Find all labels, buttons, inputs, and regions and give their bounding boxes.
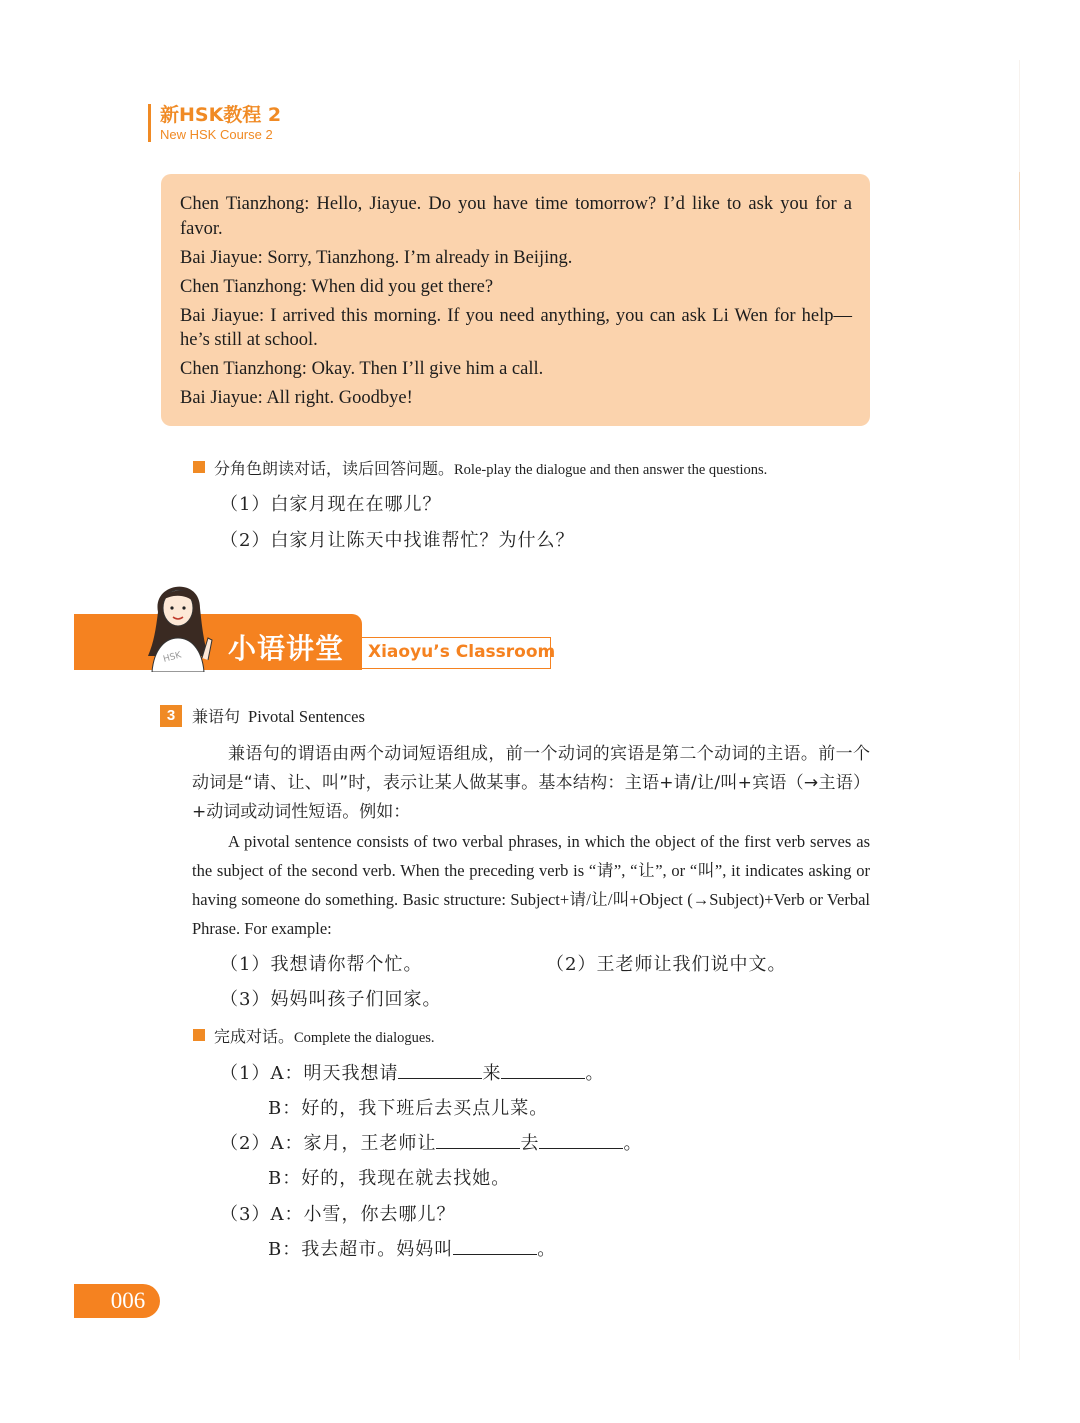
question-2: （2）白家月让陈天中找谁帮忙？为什么？	[220, 530, 575, 551]
dialogue-line: Bai Jiayue: I arrived this morning. If you need anything, you can ask Li Wen for help—he’s still at school.	[180, 305, 852, 350]
xiaoyu-avatar-icon	[138, 572, 218, 672]
dialogue-line: Chen Tianzhong: Okay. Then I’ll give him a call.	[180, 359, 544, 379]
task-complete-cn: 完成对话。	[214, 1027, 295, 1046]
exercise-text: 。	[623, 1133, 643, 1154]
task-complete-dialogues	[214, 1024, 435, 1047]
fill-in-blank[interactable]	[453, 1236, 537, 1255]
svg-text:HSK: HSK	[162, 650, 183, 665]
classroom-title-en: Xiaoyu’s Classroom	[368, 642, 556, 662]
exercise-text: 去	[520, 1133, 540, 1154]
exercise-3-a: （3）A：小雪，你去哪儿？	[220, 1204, 456, 1225]
dialogue-line: Chen Tianzhong: When did you get there?	[180, 276, 494, 297]
page-edge-line	[1019, 60, 1020, 1360]
book-title-en: New HSK Course 2	[160, 127, 273, 142]
example-sentence: （3）妈妈叫孩子们回家。	[220, 989, 442, 1010]
page-edge-accent	[1019, 172, 1020, 230]
grammar-explanation-en: A pivotal sentence consists of two verbal phrases, in which the object of the first verb serves as the subject of the second verb. When the preceding verb is “请”, “让”, or “叫”, it indicates asking or having someone do something. Basic structure: Subject+请/让/叫+Object (→Subject)+Verb or Verbal Phrase. For example:	[192, 832, 870, 938]
example-sentence: （2）王老师让我们说中文。	[546, 954, 787, 975]
question-1: （1）白家月现在在哪儿？	[220, 494, 442, 515]
exercise-2-b: B：好的，我现在就去找她。	[268, 1168, 511, 1189]
example-sentence: （1）我想请你帮个忙。	[220, 954, 423, 975]
dialogue-translation-box	[161, 174, 870, 426]
book-title-cn: 新HSK教程 2	[160, 104, 282, 126]
fill-in-blank[interactable]	[398, 1060, 482, 1079]
grammar-explanation-cn: 兼语句的谓语由两个动词短语组成，前一个动词的宾语是第二个动词的主语。前一个动词是“请、让、叫”时，表示让某人做某事。基本结构：主语+请/让/叫+宾语（→主语）+动词或动词性短语。例如：	[192, 744, 870, 822]
task-complete-en: Complete the dialogues.	[294, 1030, 435, 1046]
dialogue-line: Bai Jiayue: All right. Goodbye!	[180, 388, 413, 408]
exercise-2-a	[220, 1129, 642, 1155]
fill-in-blank[interactable]	[436, 1130, 520, 1149]
dialogue-line: Chen Tianzhong: Hello, Jiayue. Do you have time tomorrow? I’d like to ask you for a favor.	[180, 194, 852, 239]
task-role-play	[214, 456, 767, 479]
exercise-1-a	[220, 1059, 604, 1085]
exercise-text: B：我去超市。妈妈叫	[268, 1239, 454, 1260]
grammar-title-cn: 兼语句	[192, 707, 241, 726]
exercise-1-b: B：好的，我下班后去买点儿菜。	[268, 1098, 549, 1119]
exercise-text: （2）A：家月，王老师让	[220, 1133, 437, 1154]
exercise-text: 。	[585, 1063, 605, 1084]
exercise-text: （1）A：明天我想请	[220, 1063, 399, 1084]
exercise-text: 。	[537, 1239, 557, 1260]
task-role-play-en: Role-play the dialogue and then answer the questions.	[454, 462, 768, 478]
exercise-text: 来	[482, 1063, 502, 1084]
grammar-title-en: Pivotal Sentences	[248, 707, 365, 726]
grammar-number-badge: 3	[160, 705, 182, 727]
fill-in-blank[interactable]	[501, 1060, 585, 1079]
task-role-play-cn: 分角色朗读对话，读后回答问题。	[214, 459, 455, 478]
page-number: 006	[74, 1284, 160, 1318]
dialogue-line: Bai Jiayue: Sorry, Tianzhong. I’m already in Beijing.	[180, 247, 573, 268]
exercise-3-b	[268, 1235, 556, 1261]
square-bullet-icon	[193, 461, 205, 473]
classroom-title-cn: 小语讲堂	[228, 632, 345, 665]
grammar-title	[192, 704, 365, 727]
square-bullet-icon	[193, 1029, 205, 1041]
fill-in-blank[interactable]	[539, 1130, 623, 1149]
header-accent-bar	[148, 104, 151, 142]
